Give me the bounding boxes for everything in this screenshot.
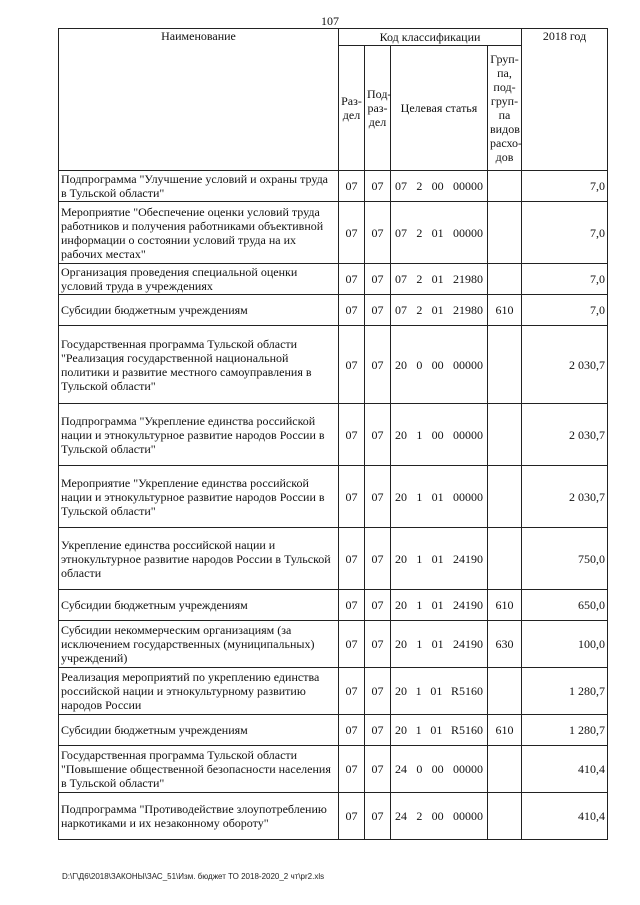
target-program: 07 (395, 272, 407, 286)
row-podrazdel: 07 (365, 590, 391, 621)
target-direction: 24190 (452, 637, 483, 651)
row-expense-group: 610 (488, 590, 522, 621)
table-body (59, 171, 608, 840)
row-amount: 2 030,7 (522, 326, 608, 404)
row-target-article (391, 202, 488, 264)
table-row (59, 621, 608, 668)
target-direction: 00000 (452, 762, 483, 776)
row-podrazdel: 07 (365, 528, 391, 590)
table-row (59, 715, 608, 746)
row-target-article (391, 264, 488, 295)
target-subprogram: 2 (416, 809, 423, 823)
row-target-article (391, 715, 488, 746)
row-target-article (391, 466, 488, 528)
row-expense-group: 610 (488, 715, 522, 746)
row-target-article (391, 171, 488, 202)
row-name: Укрепление единства российской нации и этнокультурное развитие народов России в Тульской области (59, 528, 339, 590)
row-amount: 7,0 (522, 264, 608, 295)
table-row (59, 746, 608, 793)
target-direction: 00000 (452, 225, 483, 240)
table-row (59, 793, 608, 840)
row-expense-group (488, 264, 522, 295)
row-razdel: 07 (339, 668, 365, 715)
row-expense-group (488, 793, 522, 840)
row-amount: 1 280,7 (522, 715, 608, 746)
row-target-article (391, 793, 488, 840)
target-event: 01 (431, 303, 444, 317)
target-subprogram: 2 (416, 225, 423, 240)
row-name: Мероприятие "Укрепление единства российской нации и этнокультурное развитие народов России в Тульской области" (59, 466, 339, 528)
row-expense-group (488, 404, 522, 466)
target-subprogram: 1 (415, 723, 422, 737)
target-subprogram: 0 (416, 357, 423, 372)
target-event: 01 (430, 723, 443, 737)
row-podrazdel: 07 (365, 793, 391, 840)
row-name: Субсидии бюджетным учреждениям (59, 715, 339, 746)
row-razdel: 07 (339, 746, 365, 793)
row-podrazdel: 07 (365, 715, 391, 746)
table-row (59, 264, 608, 295)
target-program: 20 (395, 684, 407, 698)
target-direction: 24190 (452, 551, 483, 566)
target-program: 20 (395, 427, 407, 442)
page-number: 107 (321, 14, 339, 28)
row-razdel: 07 (339, 202, 365, 264)
row-podrazdel: 07 (365, 264, 391, 295)
row-podrazdel: 07 (365, 326, 391, 404)
target-direction: 00000 (452, 427, 483, 442)
target-event: 00 (431, 762, 444, 776)
row-expense-group: 630 (488, 621, 522, 668)
row-podrazdel: 07 (365, 171, 391, 202)
row-amount: 7,0 (522, 171, 608, 202)
header-expense-group: Груп- па, под- груп- па видов расхо- дов (488, 46, 522, 171)
row-razdel: 07 (339, 793, 365, 840)
row-target-article (391, 668, 488, 715)
table-row (59, 668, 608, 715)
table-row (59, 326, 608, 404)
row-amount: 100,0 (522, 621, 608, 668)
target-event: 01 (431, 225, 444, 240)
row-podrazdel: 07 (365, 295, 391, 326)
row-name: Государственная программа Тульской области "Повышение общественной безопасности населения в Тульской области" (59, 746, 339, 793)
row-amount: 1 280,7 (522, 668, 608, 715)
target-program: 20 (395, 723, 407, 737)
header-target-article: Целевая статья (391, 46, 488, 171)
row-target-article (391, 404, 488, 466)
target-direction: 00000 (452, 179, 483, 193)
target-subprogram: 2 (416, 179, 423, 193)
target-program: 24 (395, 762, 407, 776)
row-name: Реализация мероприятий по укреплению единства российской нации и этнокультурному развитию народов России (59, 668, 339, 715)
table-row (59, 404, 608, 466)
target-event: 01 (431, 551, 444, 566)
target-event: 00 (431, 809, 444, 823)
row-podrazdel: 07 (365, 466, 391, 528)
row-amount: 410,4 (522, 746, 608, 793)
target-event: 00 (431, 357, 444, 372)
header-name: Наименование (59, 29, 339, 171)
row-name: Субсидии бюджетным учреждениям (59, 295, 339, 326)
target-direction: R5160 (450, 684, 483, 698)
table-row (59, 528, 608, 590)
target-event: 01 (431, 637, 444, 651)
target-direction: 24190 (452, 598, 483, 612)
row-amount: 2 030,7 (522, 404, 608, 466)
row-name: Мероприятие "Обеспечение оценки условий труда работников и получения работниками объективной информации о состоянии условий труда на их рабочих местах" (59, 202, 339, 264)
target-program: 07 (395, 225, 407, 240)
row-podrazdel: 07 (365, 621, 391, 668)
row-name: Субсидии некоммерческим организациям (за исключением государственных (муниципальных) учреждений) (59, 621, 339, 668)
row-podrazdel: 07 (365, 668, 391, 715)
row-expense-group (488, 746, 522, 793)
row-expense-group (488, 171, 522, 202)
row-amount: 7,0 (522, 202, 608, 264)
row-razdel: 07 (339, 621, 365, 668)
target-event: 01 (431, 489, 444, 504)
row-amount: 650,0 (522, 590, 608, 621)
target-subprogram: 1 (416, 598, 423, 612)
target-event: 01 (431, 598, 444, 612)
target-direction: 21980 (452, 303, 483, 317)
header-year: 2018 год (522, 29, 608, 171)
row-expense-group: 610 (488, 295, 522, 326)
target-direction: R5160 (450, 723, 483, 737)
budget-table (58, 28, 608, 840)
row-target-article (391, 621, 488, 668)
target-subprogram: 1 (416, 551, 423, 566)
target-direction: 21980 (452, 272, 483, 286)
row-podrazdel: 07 (365, 404, 391, 466)
row-amount: 2 030,7 (522, 466, 608, 528)
row-razdel: 07 (339, 528, 365, 590)
row-razdel: 07 (339, 295, 365, 326)
row-name: Государственная программа Тульской области "Реализация государственной национальной политики и развитие местного самоуправления в Тульской области" (59, 326, 339, 404)
row-name: Подпрограмма "Противодействие злоупотреблению наркотиками и их незаконному обороту" (59, 793, 339, 840)
target-direction: 00000 (452, 357, 483, 372)
target-subprogram: 2 (416, 272, 423, 286)
row-name: Подпрограмма "Укрепление единства российской нации и этнокультурное развитие народов России в Тульской области" (59, 404, 339, 466)
target-program: 20 (395, 598, 407, 612)
target-subprogram: 2 (416, 303, 423, 317)
target-program: 20 (395, 357, 407, 372)
table-row (59, 202, 608, 264)
header-razdel: Раз- дел (339, 46, 365, 171)
row-expense-group (488, 528, 522, 590)
target-event: 01 (431, 272, 444, 286)
row-target-article (391, 528, 488, 590)
row-name: Организация проведения специальной оценки условий труда в учреждениях (59, 264, 339, 295)
row-razdel: 07 (339, 404, 365, 466)
row-razdel: 07 (339, 590, 365, 621)
row-razdel: 07 (339, 466, 365, 528)
target-subprogram: 1 (416, 489, 423, 504)
row-expense-group (488, 466, 522, 528)
row-razdel: 07 (339, 264, 365, 295)
row-target-article (391, 746, 488, 793)
target-event: 00 (431, 427, 444, 442)
target-subprogram: 1 (415, 684, 422, 698)
row-amount: 750,0 (522, 528, 608, 590)
row-name: Подпрограмма "Улучшение условий и охраны труда в Тульской области" (59, 171, 339, 202)
target-event: 01 (430, 684, 443, 698)
table-row (59, 466, 608, 528)
target-program: 20 (395, 637, 407, 651)
file-path-footer: D:\Г\Д6\2018\ЗАКОНЫ\ЗАС_51\Изм. бюджет ТО 2018-2020_2 чт\рr2.xls (62, 872, 325, 881)
target-subprogram: 0 (416, 762, 423, 776)
row-razdel: 07 (339, 326, 365, 404)
row-target-article (391, 295, 488, 326)
target-subprogram: 1 (416, 637, 423, 651)
row-amount: 7,0 (522, 295, 608, 326)
row-amount: 410,4 (522, 793, 608, 840)
header-podrazdel: Под- раз- дел (365, 46, 391, 171)
row-name: Субсидии бюджетным учреждениям (59, 590, 339, 621)
table-row (59, 171, 608, 202)
target-program: 20 (395, 489, 407, 504)
row-razdel: 07 (339, 171, 365, 202)
target-program: 07 (395, 179, 407, 193)
table-row (59, 590, 608, 621)
target-event: 00 (431, 179, 444, 193)
row-expense-group (488, 326, 522, 404)
target-subprogram: 1 (416, 427, 423, 442)
row-podrazdel: 07 (365, 746, 391, 793)
row-podrazdel: 07 (365, 202, 391, 264)
row-target-article (391, 326, 488, 404)
row-expense-group (488, 668, 522, 715)
header-classification-code: Код классификации (339, 29, 522, 46)
target-program: 24 (395, 809, 407, 823)
target-direction: 00000 (452, 489, 483, 504)
row-razdel: 07 (339, 715, 365, 746)
row-target-article (391, 590, 488, 621)
target-program: 07 (395, 303, 407, 317)
row-expense-group (488, 202, 522, 264)
table-row (59, 295, 608, 326)
target-program: 20 (395, 551, 407, 566)
target-direction: 00000 (452, 809, 483, 823)
